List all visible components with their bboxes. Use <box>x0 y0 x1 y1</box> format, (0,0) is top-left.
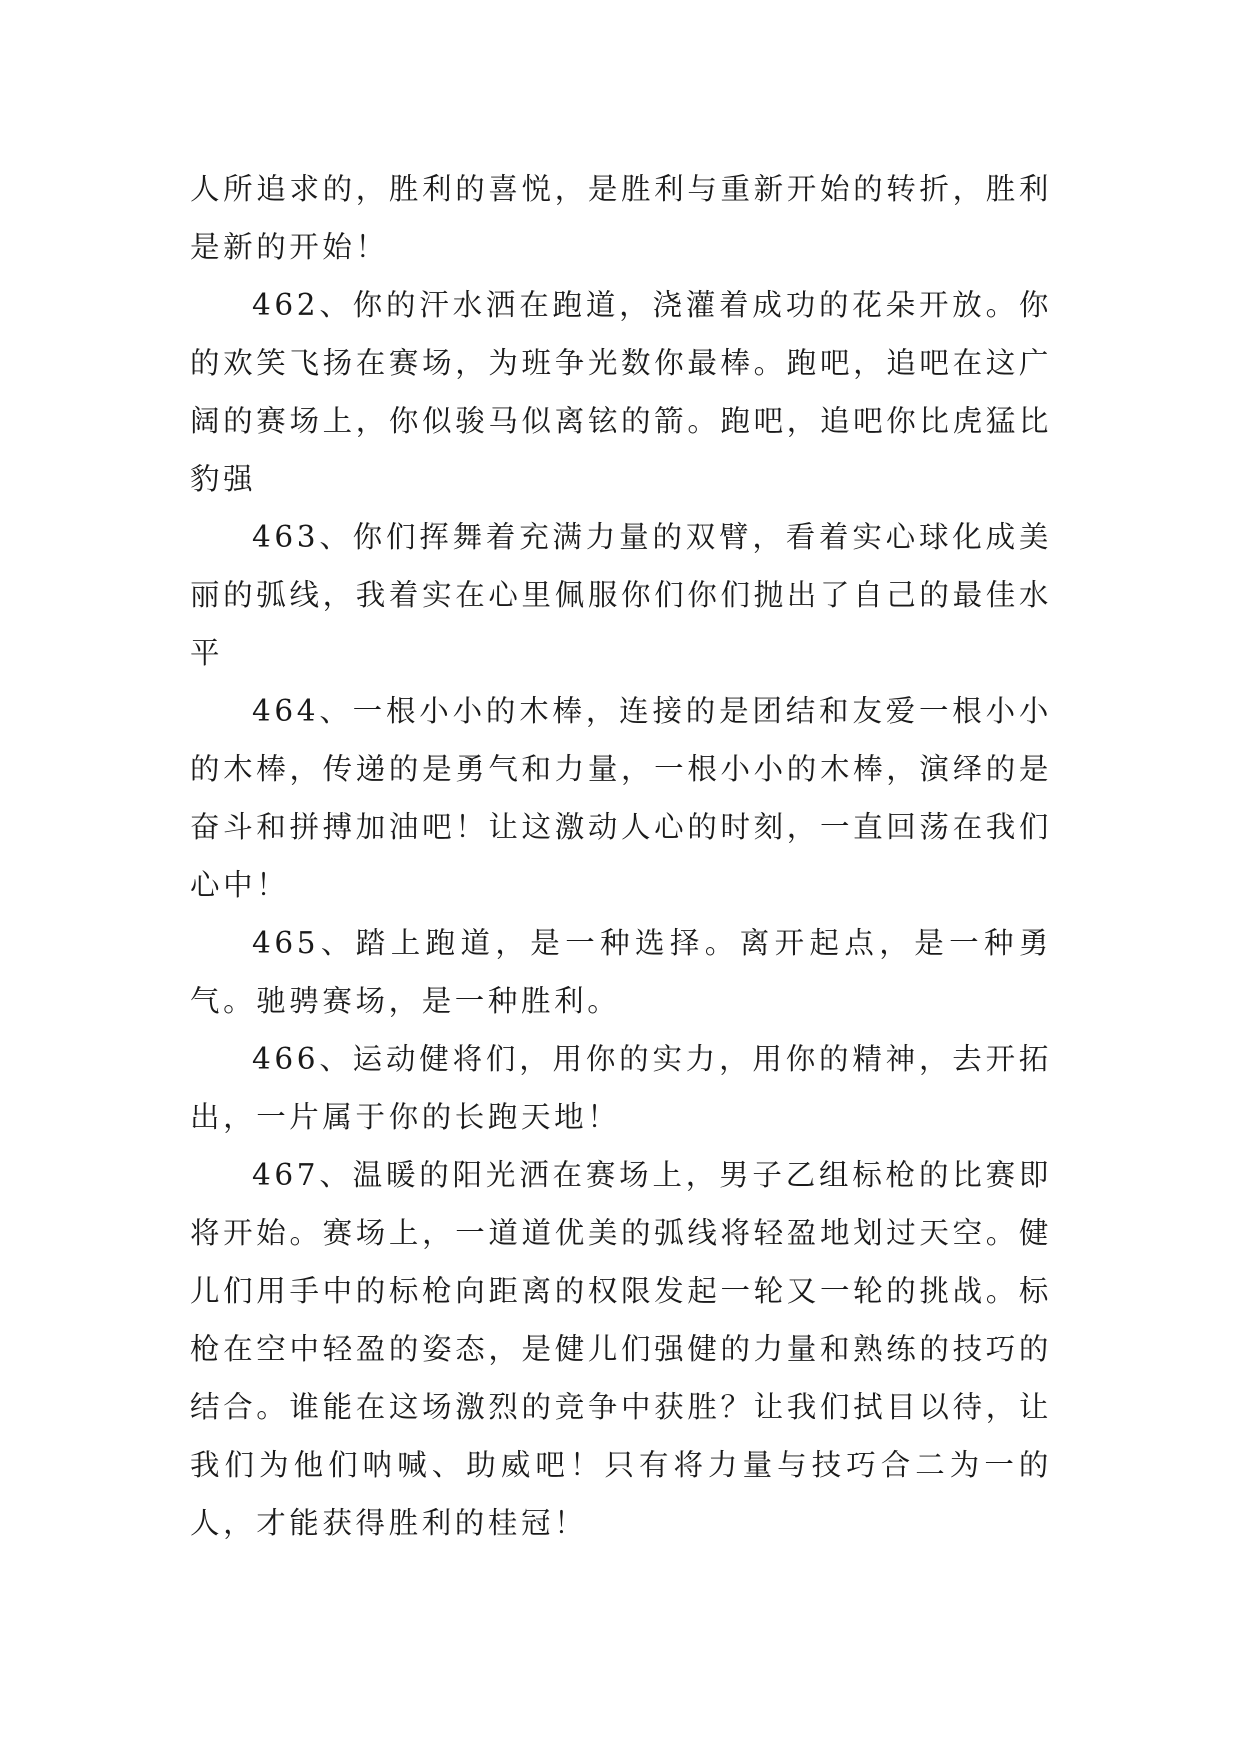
paragraph-466: 466、运动健将们，用你的实力，用你的精神，去开拓出，一片属于你的长跑天地！ <box>190 1042 1052 1134</box>
paragraph-463: 463、你们挥舞着充满力量的双臂，看着实心球化成美丽的弧线，我着实在心里佩服你们你们抛出了自己的最佳水平 <box>190 520 1052 670</box>
paragraph-462: 462、你的汗水洒在跑道，浇灌着成功的花朵开放。你的欢笑飞扬在赛场，为班争光数你最棒。跑吧，追吧在这广阔的赛场上，你似骏马似离铉的箭。跑吧，追吧你比虎猛比豹强 <box>190 288 1052 496</box>
paragraph-continuation: 人所追求的，胜利的喜悦，是胜利与重新开始的转折，胜利是新的开始！ <box>190 172 1052 264</box>
paragraph-467: 467、温暖的阳光洒在赛场上，男子乙组标枪的比赛即将开始。赛场上，一道道优美的弧线将轻盈地划过天空。健儿们用手中的标枪向距离的权限发起一轮又一轮的挑战。标枪在空中轻盈的姿态，是健儿们强健的力量和熟练的技巧的结合。谁能在这场激烈的竞争中获胜？让我们拭目以待，让我们为他们呐喊、助威吧！只有将力量与技巧合二为一的人，才能获得胜利的桂冠！ <box>190 1158 1052 1540</box>
paragraph-464: 464、一根小小的木棒，连接的是团结和友爱一根小小的木棒，传递的是勇气和力量，一根小小的木棒，演绎的是奋斗和拼搏加油吧！让这激动人心的时刻，一直回荡在我们心中！ <box>190 694 1052 902</box>
paragraph-465: 465、踏上跑道，是一种选择。离开起点，是一种勇气。驰骋赛场，是一种胜利。 <box>190 926 1052 1018</box>
document-body <box>190 160 1052 1552</box>
